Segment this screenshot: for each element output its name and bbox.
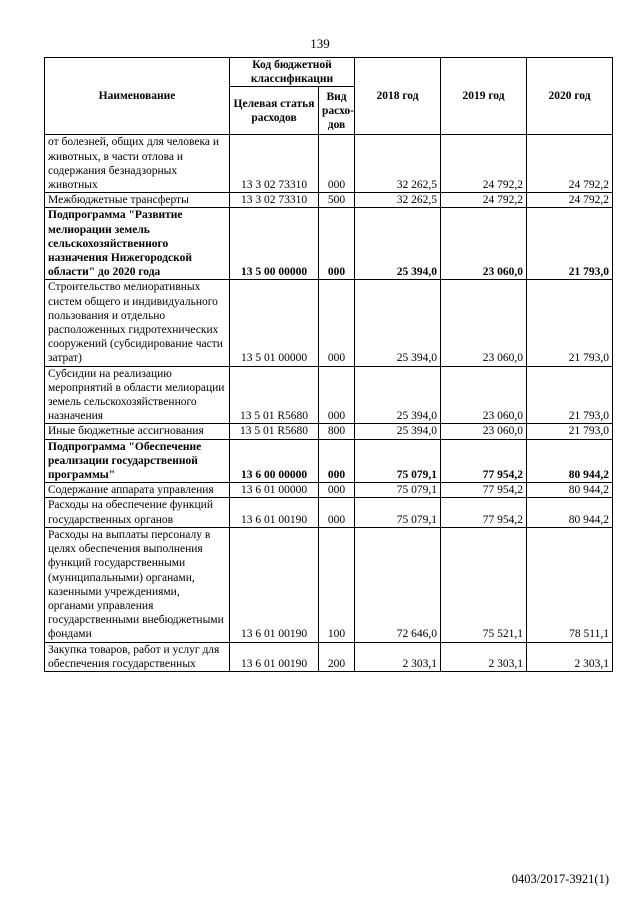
page-number: 139 xyxy=(310,36,330,51)
table-row xyxy=(45,527,613,642)
row-name-cell: Иные бюджетные ассигнования xyxy=(45,424,230,439)
row-2020-value-cell: 24 792,2 xyxy=(527,193,613,208)
row-target-article-cell: 13 5 01 R5680 xyxy=(230,424,319,439)
row-2020-value-cell: 80 944,2 xyxy=(527,439,613,483)
row-expense-type-cell: 000 xyxy=(319,483,355,498)
row-2018-value-cell: 72 646,0 xyxy=(355,527,441,642)
header-target-article: Целевая статья расходов xyxy=(230,87,319,135)
row-target-article-cell: 13 5 01 00000 xyxy=(230,280,319,366)
row-name-cell: Содержание аппарата управления xyxy=(45,483,230,498)
row-2020-value-cell: 24 792,2 xyxy=(527,135,613,193)
row-name-cell: Подпрограмма "Обеспечение реализации государственной программы" xyxy=(45,439,230,483)
row-target-article-cell: 13 6 01 00190 xyxy=(230,642,319,671)
row-2019-value-cell: 23 060,0 xyxy=(441,280,527,366)
row-2018-value-cell: 25 394,0 xyxy=(355,366,441,424)
table-row xyxy=(45,193,613,208)
row-name-cell: Закупка товаров, работ и услуг для обеспечения государственных xyxy=(45,642,230,671)
row-2019-value-cell: 23 060,0 xyxy=(441,208,527,280)
row-2020-value-cell: 21 793,0 xyxy=(527,424,613,439)
header-year-2018: 2018 год xyxy=(355,58,441,135)
row-expense-type-cell: 200 xyxy=(319,642,355,671)
row-target-article-cell: 13 5 00 00000 xyxy=(230,208,319,280)
row-2020-value-cell: 21 793,0 xyxy=(527,280,613,366)
row-2019-value-cell: 24 792,2 xyxy=(441,193,527,208)
row-name-cell: от болезней, общих для человека и животных, в части отлова и содержания безнадзорных животных xyxy=(45,135,230,193)
header-name: Наименование xyxy=(45,58,230,135)
budget-table xyxy=(44,57,613,672)
table-row xyxy=(45,366,613,424)
row-target-article-cell: 13 6 00 00000 xyxy=(230,439,319,483)
row-name-cell: Строительство мелиоративных систем общего и индивидуального пользования и отдельно расположенных гидротехнических сооружений (субсидирование части затрат) xyxy=(45,280,230,366)
row-target-article-cell: 13 5 01 R5680 xyxy=(230,366,319,424)
row-2020-value-cell: 78 511,1 xyxy=(527,527,613,642)
table-header xyxy=(45,58,613,135)
row-name-cell: Подпрограмма "Развитие мелиорации земель сельскохозяйственного назначения Нижегородской области" до 2020 года xyxy=(45,208,230,280)
table-row xyxy=(45,439,613,483)
row-2018-value-cell: 75 079,1 xyxy=(355,439,441,483)
header-year-2019: 2019 год xyxy=(441,58,527,135)
row-2020-value-cell: 21 793,0 xyxy=(527,208,613,280)
row-2019-value-cell: 77 954,2 xyxy=(441,498,527,527)
row-2019-value-cell: 77 954,2 xyxy=(441,483,527,498)
row-name-cell: Расходы на выплаты персоналу в целях обеспечения выполнения функций государственными (муниципальными) органами, казенными учреждениями, органами управления государственными внебюджетными фондами xyxy=(45,527,230,642)
row-2019-value-cell: 77 954,2 xyxy=(441,439,527,483)
row-expense-type-cell: 000 xyxy=(319,366,355,424)
row-expense-type-cell: 000 xyxy=(319,208,355,280)
row-name-cell: Расходы на обеспечение функций государственных органов xyxy=(45,498,230,527)
header-year-2020: 2020 год xyxy=(527,58,613,135)
document-code: 0403/2017-3921(1) xyxy=(511,872,609,886)
row-2019-value-cell: 75 521,1 xyxy=(441,527,527,642)
table-body xyxy=(45,135,613,672)
row-2020-value-cell: 80 944,2 xyxy=(527,483,613,498)
row-name-cell: Межбюджетные трансферты xyxy=(45,193,230,208)
table-row xyxy=(45,483,613,498)
row-2018-value-cell: 25 394,0 xyxy=(355,424,441,439)
row-expense-type-cell: 000 xyxy=(319,280,355,366)
row-2019-value-cell: 23 060,0 xyxy=(441,366,527,424)
row-expense-type-cell: 100 xyxy=(319,527,355,642)
table-row xyxy=(45,208,613,280)
table-row xyxy=(45,135,613,193)
table-row xyxy=(45,642,613,671)
header-classification: Код бюджетной классификации xyxy=(230,58,355,87)
row-expense-type-cell: 000 xyxy=(319,135,355,193)
row-expense-type-cell: 000 xyxy=(319,439,355,483)
row-2020-value-cell: 21 793,0 xyxy=(527,366,613,424)
row-2019-value-cell: 24 792,2 xyxy=(441,135,527,193)
table-row xyxy=(45,424,613,439)
row-expense-type-cell: 800 xyxy=(319,424,355,439)
row-2018-value-cell: 2 303,1 xyxy=(355,642,441,671)
row-target-article-cell: 13 6 01 00190 xyxy=(230,498,319,527)
row-2018-value-cell: 25 394,0 xyxy=(355,208,441,280)
row-2018-value-cell: 32 262,5 xyxy=(355,135,441,193)
row-target-article-cell: 13 6 01 00000 xyxy=(230,483,319,498)
row-expense-type-cell: 000 xyxy=(319,498,355,527)
row-expense-type-cell: 500 xyxy=(319,193,355,208)
row-name-cell: Субсидии на реализацию мероприятий в области мелиорации земель сельскохозяйственного назначения xyxy=(45,366,230,424)
row-2018-value-cell: 32 262,5 xyxy=(355,193,441,208)
header-expense-type: Вид расхо-дов xyxy=(319,87,355,135)
row-target-article-cell: 13 3 02 73310 xyxy=(230,135,319,193)
row-2018-value-cell: 75 079,1 xyxy=(355,483,441,498)
row-2020-value-cell: 80 944,2 xyxy=(527,498,613,527)
table-row xyxy=(45,498,613,527)
table-row xyxy=(45,280,613,366)
row-2019-value-cell: 2 303,1 xyxy=(441,642,527,671)
row-2018-value-cell: 25 394,0 xyxy=(355,280,441,366)
row-2019-value-cell: 23 060,0 xyxy=(441,424,527,439)
row-target-article-cell: 13 6 01 00190 xyxy=(230,527,319,642)
row-target-article-cell: 13 3 02 73310 xyxy=(230,193,319,208)
row-2018-value-cell: 75 079,1 xyxy=(355,498,441,527)
row-2020-value-cell: 2 303,1 xyxy=(527,642,613,671)
